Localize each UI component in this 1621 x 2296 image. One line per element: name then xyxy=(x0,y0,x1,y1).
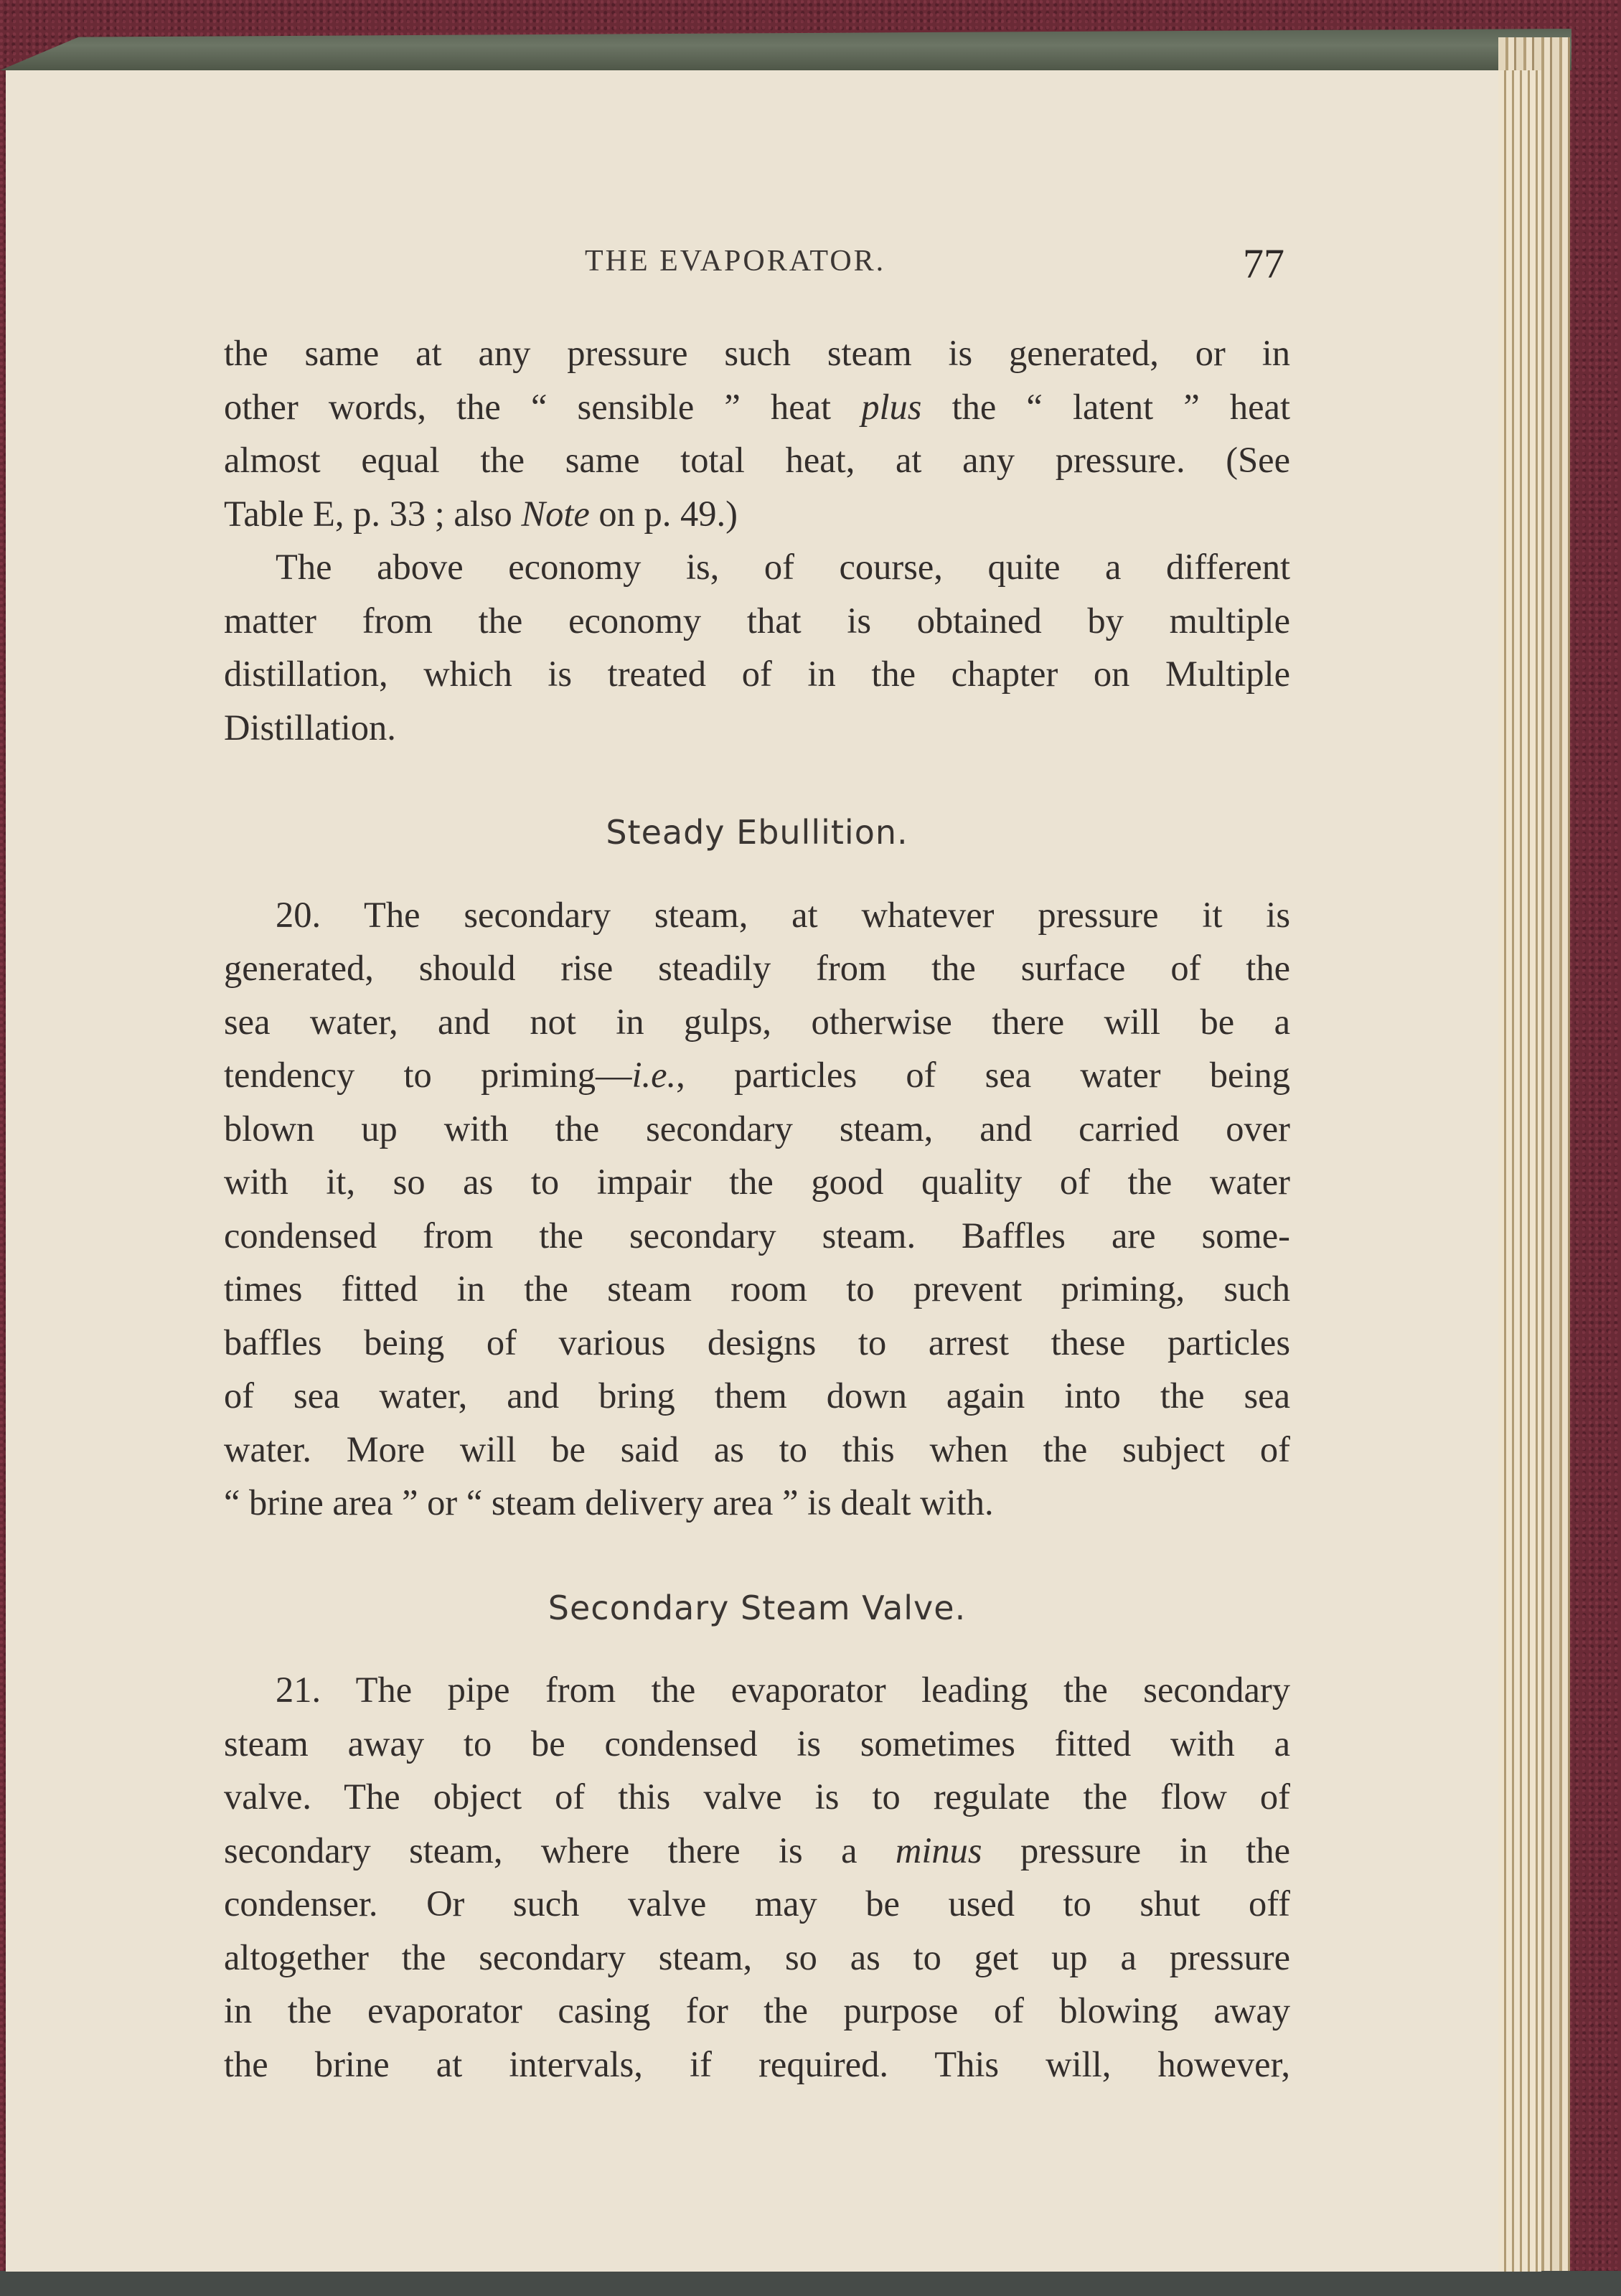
text-line: 21. The pipe from the evaporator leading the secondary xyxy=(276,1670,1290,1710)
text-line: matter from the economy that is obtained by multiple xyxy=(224,600,1290,641)
text-line: generated, should rise steadily from the surface of the xyxy=(224,948,1290,988)
text-fragment: pressure in the xyxy=(982,1830,1290,1871)
text-line: almost equal the same total heat, at any pressure. (See xyxy=(224,440,1290,480)
section-heading-secondary-steam-valve: Secondary Steam Valve. xyxy=(548,1588,967,1627)
text-line xyxy=(224,1048,1290,1102)
paragraph-21 xyxy=(224,1663,1290,2091)
text-line xyxy=(224,380,1290,434)
spacer xyxy=(224,1530,1290,1581)
text-fragment: on p. 49.) xyxy=(589,493,738,534)
text-line: of sea water, and bring them down again into the sea xyxy=(224,1375,1290,1416)
intro-paragraph xyxy=(224,326,1290,540)
text-line: Distillation. xyxy=(224,707,396,748)
text-fragment: tendency to priming— xyxy=(224,1055,632,1095)
italic-term: minus xyxy=(895,1830,982,1871)
text-line xyxy=(224,1824,1290,1878)
text-line: 20. The secondary steam, at whatever pressure it is xyxy=(276,894,1290,935)
section-heading-steady-ebullition: Steady Ebullition. xyxy=(606,813,908,852)
text-fragment: other words, the “ sensible ” heat xyxy=(224,386,862,427)
spacer xyxy=(224,1634,1290,1663)
text-line: The above economy is, of course, quite a different xyxy=(276,547,1290,587)
text-line xyxy=(224,487,1290,541)
text-line: condenser. Or such valve may be used to shut off xyxy=(224,1883,1290,1924)
economy-paragraph xyxy=(224,540,1290,754)
paragraph-20 xyxy=(224,888,1290,1530)
page-edges xyxy=(1498,70,1541,2272)
text-line: sea water, and not in gulps, otherwise there will be a xyxy=(224,1001,1290,1042)
text-fragment: secondary steam, where there is a xyxy=(224,1830,896,1871)
text-fragment: the “ latent ” heat xyxy=(921,386,1290,427)
text-line: blown up with the secondary steam, and carried over xyxy=(224,1108,1290,1149)
chapter-title: THE EVAPORATOR. xyxy=(585,245,886,278)
italic-term: Note xyxy=(521,493,590,534)
text-line: steam away to be condensed is sometimes fitted with a xyxy=(224,1723,1290,1764)
spacer xyxy=(224,860,1290,888)
text-line: in the evaporator casing for the purpose of blowing away xyxy=(224,1990,1290,2031)
text-line: times fitted in the steam room to prevent priming, such xyxy=(224,1269,1290,1309)
page-number: 77 xyxy=(1243,240,1284,287)
text-line: condensed from the secondary steam. Baffles are some- xyxy=(224,1215,1290,1256)
text-line: the same at any pressure such steam is generated, or in xyxy=(224,333,1290,373)
text-line: the brine at intervals, if required. This will, however, xyxy=(224,2043,1290,2084)
text-line: “ brine area ” or “ steam delivery area ” is dealt with. xyxy=(224,1482,994,1523)
running-head xyxy=(0,240,1621,287)
text-fragment: , particles of sea water being xyxy=(676,1055,1290,1095)
text-line: with it, so as to impair the good quality of the water xyxy=(224,1162,1290,1202)
text-line: water. More will be said as to this when the subject of xyxy=(224,1429,1290,1469)
italic-term: plus xyxy=(861,386,922,427)
background-surface xyxy=(0,2271,1621,2296)
italic-term: i.e. xyxy=(631,1055,677,1095)
text-line: baffles being of various designs to arrest these particles xyxy=(224,1322,1290,1363)
spacer xyxy=(224,754,1290,806)
text-fragment: Table E, p. 33 ; also xyxy=(224,493,522,534)
text-line: distillation, which is treated of in the chapter on Multiple xyxy=(224,654,1290,694)
text-line: valve. The object of this valve is to regulate the flow of xyxy=(224,1777,1290,1817)
text-line: altogether the secondary steam, so as to get up a pressure xyxy=(224,1937,1290,1977)
body-text xyxy=(224,326,1290,2091)
